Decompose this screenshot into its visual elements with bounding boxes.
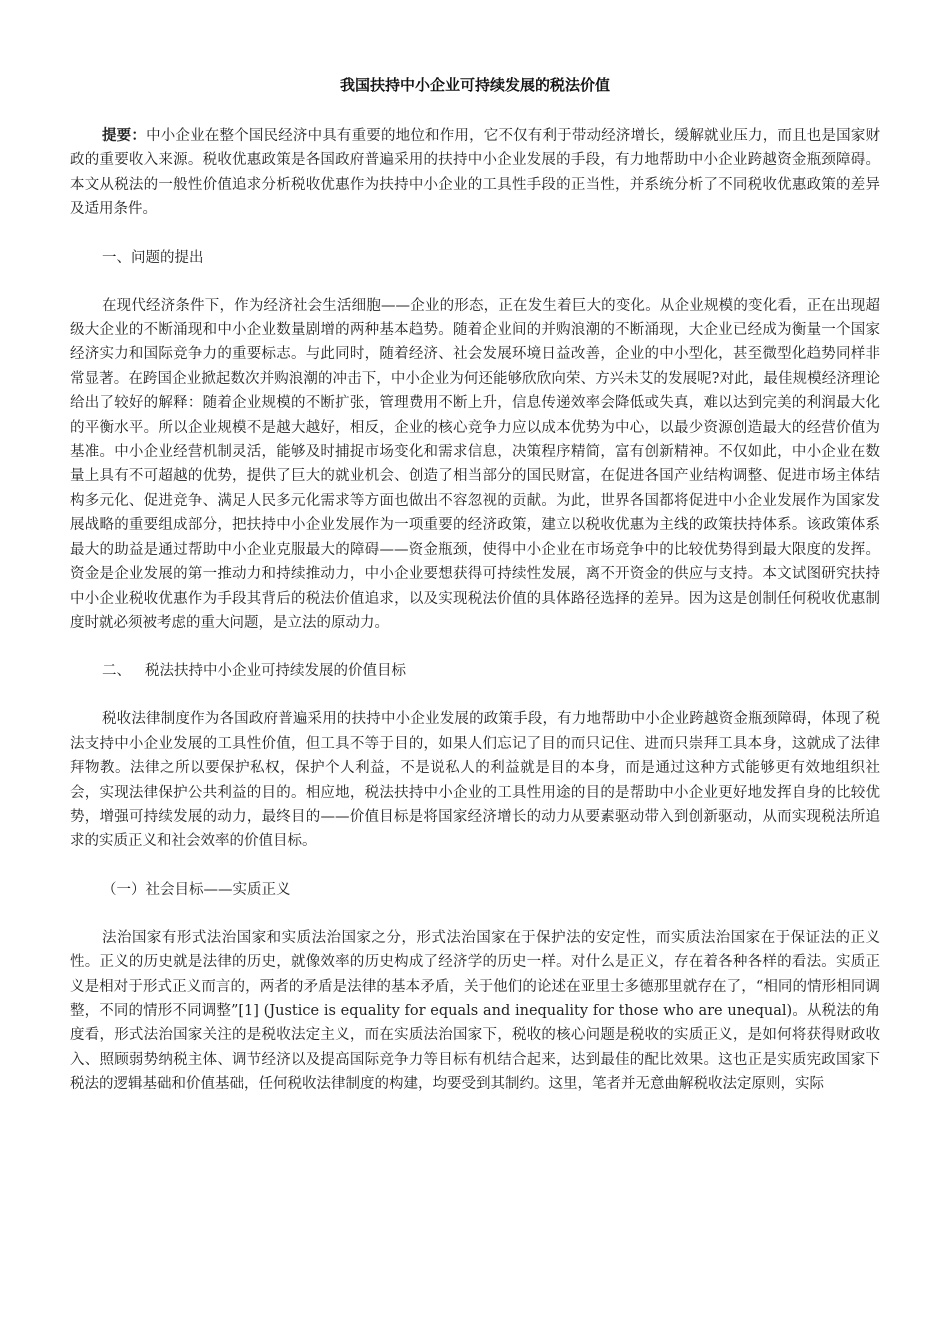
subsection-1-paragraph: 法治国家有形式法治国家和实质法治国家之分，形式法治国家在于保护法的安定性，而实质法治国家在于保证法的正义性。正义的历史就是法律的历史，就像效率的历史构成了经济学的历史一样。对什么是正义，存在着各种各样的看法。实质正义是相对于形式正义而言的，两者的矛盾是法律的基本矛盾，关于他们的论述在亚里士多德那里就存在了，“相同的情形相同调整，不同的情形不同调整”[1] (Justice is equality for equals and inequality for those who are unequal)。从税法的角度看，形式法治国家关注的是税收法定主义，而在实质法治国家下，税收的核心问题是税收的实质正义，是如何将获得财政收入、照顾弱势纳税主体、调节经济以及提高国际竞争力等目标有机结合起来，达到最佳的配比效果。这也正是实质宪政国家下税法的逻辑基础和价值基础，任何税收法律制度的构建，均要受到其制约。这里，笔者并无意曲解税收法定原则，实际 (70, 929, 880, 1093)
abstract-text: 中小企业在整个国民经济中具有重要的地位和作用，它不仅有利于带动经济增长，缓解就业压力，而且也是国家财政的重要收入来源。税收优惠政策是各国政府普遍采用的扶持中小企业发展的手段，有力地帮助中小企业跨越资金瓶颈障碍。本文从税法的一般性价值追求分析税收优惠作为扶持中小企业的工具性手段的正当性，并系统分析了不同税收优惠政策的差异及适用条件。 (70, 128, 881, 218)
document-page (70, 74, 880, 1121)
section-heading-2 (70, 659, 880, 683)
section-1-paragraph: 在现代经济条件下，作为经济社会生活细胞——企业的形态，正在发生着巨大的变化。从企业规模的变化看，正在出现超级大企业的不断涌现和中小企业数量剧增的两种基本趋势。随着企业间的并购浪潮的不断涌现，大企业已经成为衡量一个国家经济实力和国际竞争力的重要标志。与此同时，随着经济、社会发展环境日益改善，企业的中小型化，甚至微型化趋势同样非常显著。在跨国企业掀起数次并购浪潮的冲击下，中小企业为何还能够欣欣向荣、方兴未艾的发展呢?对此，最佳规模经济理论给出了较好的解释：随着企业规模的不断扩张，管理费用不断上升，信息传递效率会降低或失真，难以达到完美的利润最大化的平衡水平。所以企业规模不是越大越好，相反，企业的核心竞争力应以成本优势为中心，以最少资源创造最大的经营价值为基准。中小企业经营机制灵活，能够及时捕捉市场变化和需求信息，决策程序精简，富有创新精神。不仅如此，中小企业在数量上具有不可超越的优势，提供了巨大的就业机会、创造了相当部分的国民财富，在促进各国产业结构调整、促进市场主体结构多元化、促进竞争、满足人民多元化需求等方面也做出不容忽视的贡献。为此，世界各国都将促进中小企业发展作为国家发展战略的重要组成部分，把扶持中小企业发展作为一项重要的经济政策，建立以税收优惠为主线的政策扶持体系。该政策体系最大的助益是通过帮助中小企业克服最大的障碍——资金瓶颈，使得中小企业在市场竞争中的比较优势得到最大限度的发挥。资金是企业发展的第一推动力和持续推动力，中小企业要想获得可持续性发展，离不开资金的供应与支持。本文试图研究扶持中小企业税收优惠作为手段其背后的税法价值追求，以及实现税法价值的具体路径选择的差异。因为这是创制任何税收优惠制度时就必须被考虑的重大问题，是立法的原动力。 (70, 297, 880, 631)
section-heading-2-number: 二、 (102, 663, 131, 680)
section-heading-2-text: 税法扶持中小企业可持续发展的价值目标 (145, 663, 406, 680)
abstract-label: 提要： (102, 127, 147, 144)
document-title: 我国扶持中小企业可持续发展的税法价值 (339, 76, 610, 94)
section-heading-1: 一、问题的提出 (102, 249, 204, 266)
section-2-paragraph: 税收法律制度作为各国政府普遍采用的扶持中小企业发展的政策手段，有力地帮助中小企业跨越资金瓶颈障碍，体现了税法支持中小企业发展的工具性价值，但工具不等于目的，如果人们忘记了目的而只记住、进而只崇拜工具本身，这就成了法律拜物教。法律之所以要保护私权，保护个人利益，不是说私人的利益就是目的本身，而是通过这种方式能够更有效地组织社会，实现法律保护公共利益的目的。相应地，税法扶持中小企业的工具性用途的目的是帮助中小企业更好地发挥自身的比较优势，增强可持续发展的动力，最终目的——价值目标是将国家经济增长的动力从要素驱动带入到创新驱动，从而实现税法所追求的实质正义和社会效率的价值目标。 (70, 711, 880, 850)
subsection-heading-1: （一）社会目标——实质正义 (102, 881, 291, 898)
abstract-paragraph (70, 124, 880, 222)
